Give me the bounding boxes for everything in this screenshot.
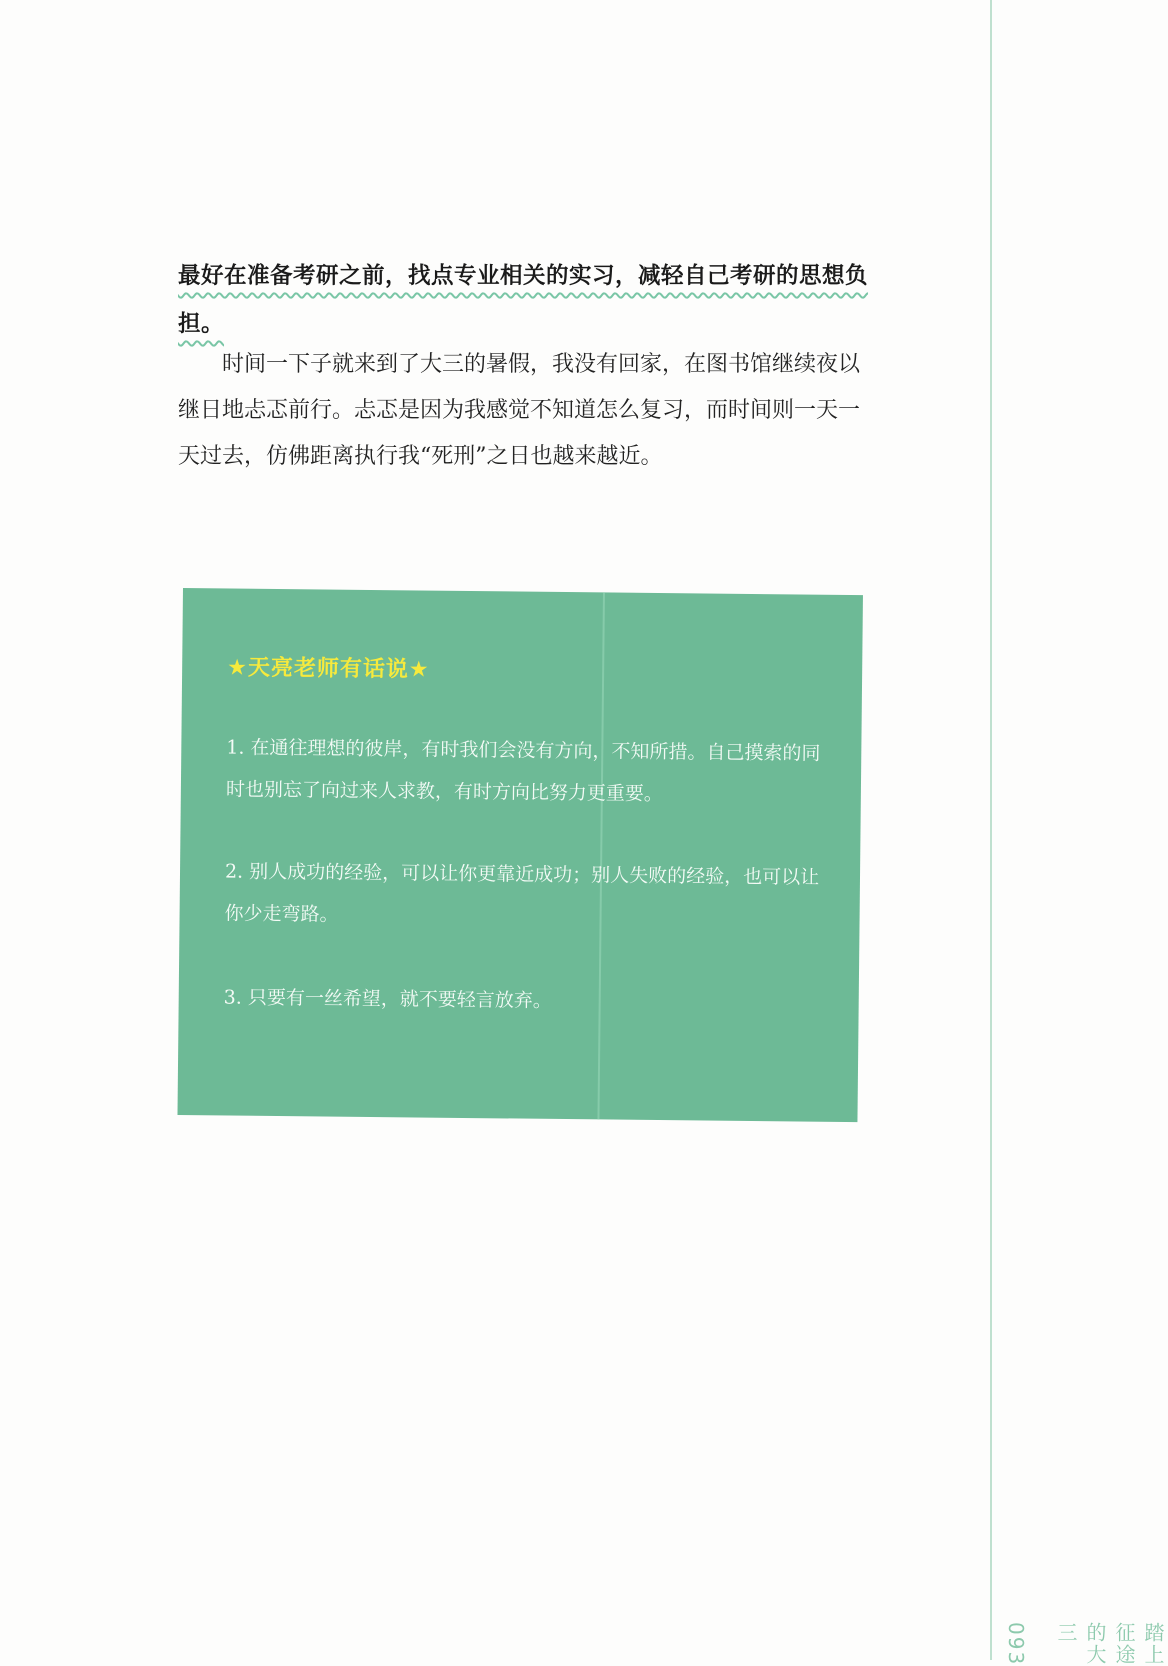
tip-item-3: 3. 只要有一丝希望，就不要轻言放弃。 — [223, 986, 552, 1012]
running-footer — [1004, 1622, 1168, 1666]
emphasis-text: 最好在准备考研之前，找点专业相关的实习，减轻自己考研的思想负担。 — [178, 263, 869, 337]
margin-rule — [990, 0, 992, 1660]
tip-box-title: ★天亮老师有话说★ — [227, 655, 430, 683]
teacher-tip-box — [177, 588, 862, 1122]
tip-item-1: 1. 在通往理想的彼岸，有时我们会没有方向，不知所措。自己摸索的同时也别忘了向过来人求教，有时方向比努力更重要。 — [225, 736, 821, 806]
emphasis-paragraph — [178, 252, 878, 348]
chapter-title: 踏上征途的大三 — [1054, 1622, 1165, 1666]
tip-item-2: 2. 别人成功的经验，可以让你更靠近成功；别人失败的经验，也可以让你少走弯路。 — [224, 860, 820, 926]
page-number: 093 — [1004, 1622, 1028, 1666]
body-paragraph: 时间一下子就来到了大三的暑假，我没有回家，在图书馆继续夜以继日地忐忑前行。忐忑是因为我感觉不知道怎么复习，而时间则一天一天过去，仿佛距离执行我“死刑”之日也越来越近。 — [178, 352, 861, 469]
